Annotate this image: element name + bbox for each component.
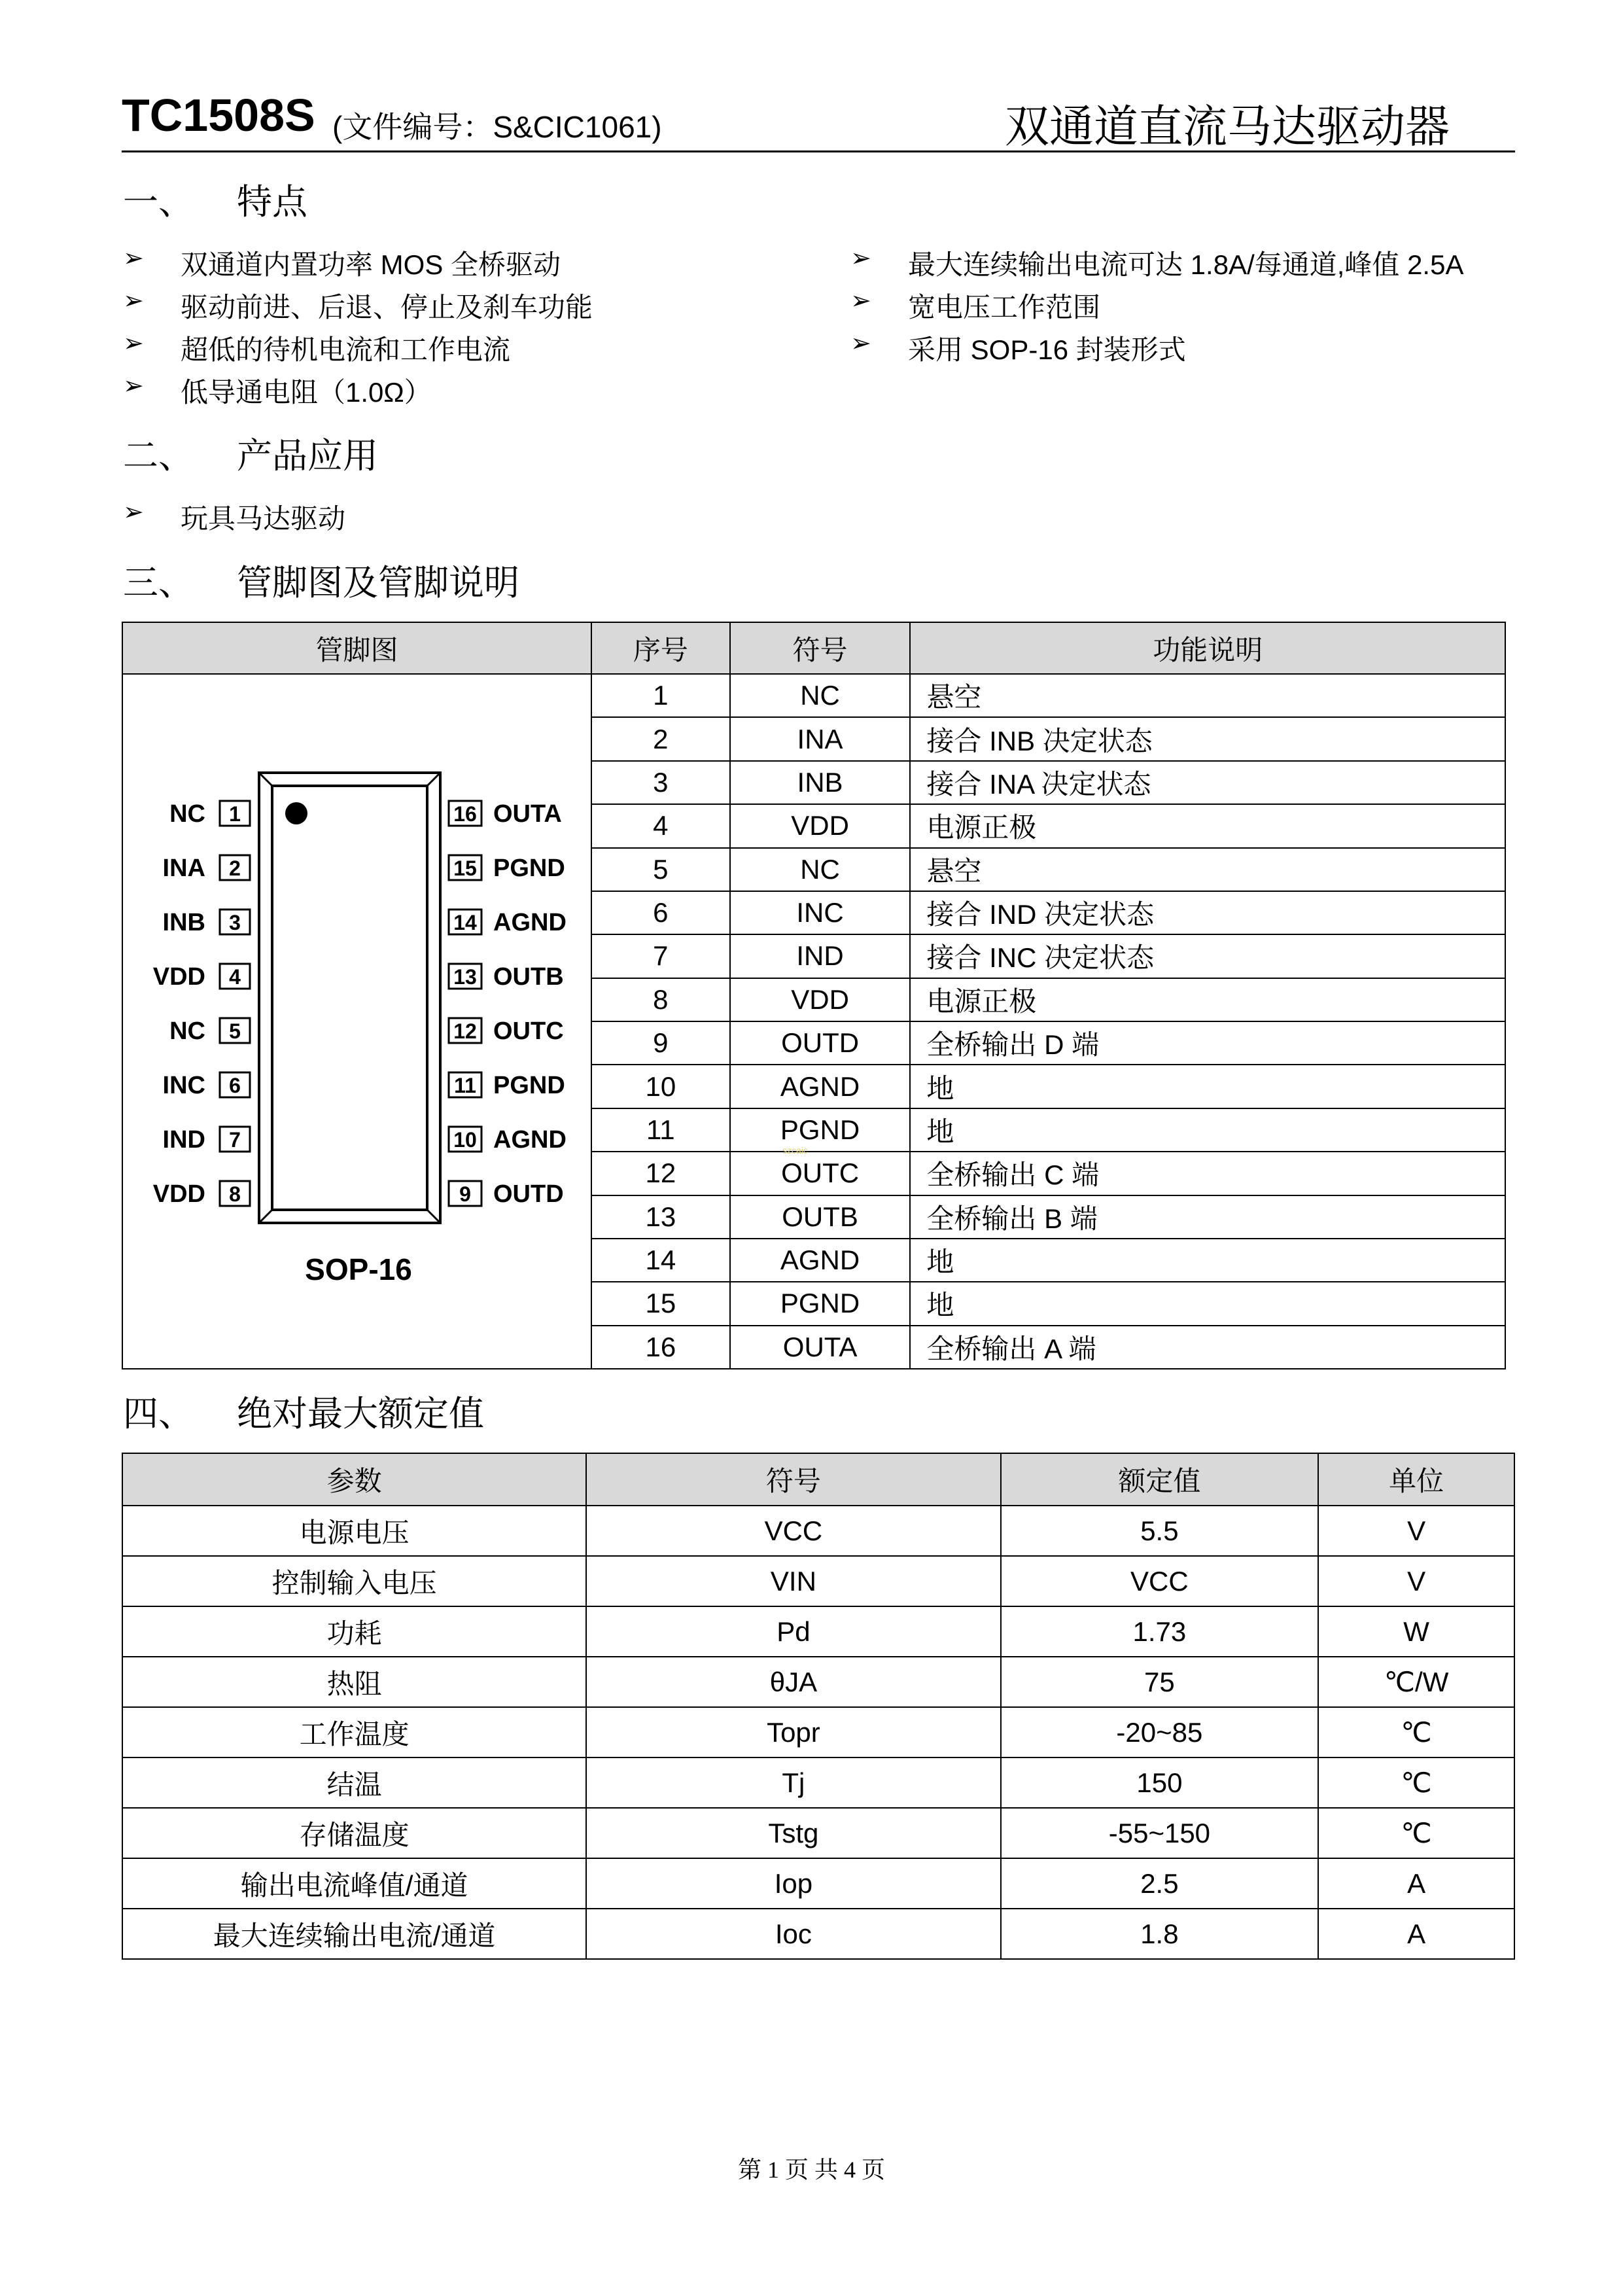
pin-function-cell: 电源正极 [910, 804, 1505, 847]
pin-number-cell: 15 [591, 1282, 730, 1325]
section-title: 管脚图及管脚说明 [237, 563, 519, 603]
rating-symbol-cell: Ioc [586, 1909, 1000, 1959]
pin-number-cell: 1 [591, 674, 730, 717]
page-header [122, 82, 1515, 152]
table-header-row [122, 1453, 1514, 1506]
rating-value-cell: -20~85 [1001, 1707, 1319, 1757]
pin-number-cell: 16 [591, 1326, 730, 1369]
rating-value-cell: 1.8 [1001, 1909, 1319, 1959]
rating-param-cell: 结温 [122, 1757, 586, 1808]
pin-name-label: IND [162, 1126, 205, 1154]
pin-number-label: 13 [453, 965, 477, 989]
rating-symbol-cell: VCC [586, 1506, 1000, 1556]
pin-name-label: AGND [493, 1126, 567, 1154]
document-title: 双通道直流马达驱动器 [1004, 102, 1450, 152]
pin-function-cell: 悬空 [910, 848, 1505, 891]
pin-function-cell: 接合 IND 决定状态 [910, 891, 1505, 934]
pin-symbol-cell: INC [730, 891, 911, 934]
arrow-bullet-icon: ➢ [850, 245, 871, 272]
arrow-bullet-icon: ➢ [123, 287, 144, 315]
table-row [122, 1909, 1514, 1959]
pin-number-cell: 9 [591, 1021, 730, 1065]
pin-number-cell: 10 [591, 1065, 730, 1108]
doc-number: (文件编号：S&CIC1061) [332, 110, 662, 144]
arrow-bullet-icon: ➢ [123, 330, 144, 357]
rating-value-cell: 1.73 [1001, 1606, 1319, 1657]
page-footer: 第 1 页 共 4 页 [737, 2157, 885, 2183]
pin-function-cell: 全桥输出 A 端 [910, 1326, 1505, 1369]
pin-diagram-cell [122, 674, 591, 1369]
rating-unit-cell: A [1318, 1909, 1514, 1959]
pin-number-label: 3 [229, 911, 241, 934]
pin-number-label: 4 [229, 965, 241, 989]
pin-number-cell: 14 [591, 1239, 730, 1282]
table-row [122, 1657, 1514, 1707]
pin-number-label: 1 [229, 802, 241, 826]
pin-number-label: 15 [453, 857, 477, 880]
rating-param-cell: 热阻 [122, 1657, 586, 1707]
pin-function-cell: 地 [910, 1239, 1505, 1282]
pin-number-label: 5 [229, 1019, 241, 1043]
pin-number-cell: 5 [591, 848, 730, 891]
pin-name-label: INA [162, 855, 205, 882]
ic-body-inner [272, 786, 427, 1210]
rating-symbol-cell: Topr [586, 1707, 1000, 1757]
ic-bevel-line [427, 1210, 440, 1223]
pin-number-cell: 3 [591, 761, 730, 804]
pin-table [122, 622, 1506, 1369]
pin-name-label: OUTD [493, 1180, 564, 1208]
pin-symbol-cell: AGND [730, 1065, 911, 1108]
rating-symbol-cell: Tstg [586, 1808, 1000, 1858]
pin-function-cell: 地 [910, 1282, 1505, 1325]
section-title: 产品应用 [237, 436, 378, 476]
ic-pinout-diagram [123, 675, 591, 1368]
ratings-table [122, 1453, 1515, 1960]
column-header: 符号 [586, 1453, 1000, 1506]
rating-value-cell: -55~150 [1001, 1808, 1319, 1858]
pin-function-cell: 接合 INA 决定状态 [910, 761, 1505, 804]
pin-function-cell: 电源正极 [910, 978, 1505, 1021]
pin-number-label: 12 [453, 1019, 477, 1043]
rating-unit-cell: W [1318, 1606, 1514, 1657]
pin-number-cell: 2 [591, 717, 730, 760]
table-row [122, 1506, 1514, 1556]
package-label: SOP-16 [305, 1252, 412, 1286]
pin-symbol-cell: PGND [730, 1282, 911, 1325]
pin-name-label: INC [162, 1072, 205, 1099]
pin-symbol-cell: INB [730, 761, 911, 804]
table-row [122, 1707, 1514, 1757]
column-header: 管脚图 [122, 622, 591, 674]
rating-unit-cell: A [1318, 1858, 1514, 1909]
pin-number-label: 11 [454, 1074, 476, 1097]
pin1-marker-dot [285, 802, 307, 824]
pin-number-label: 14 [453, 911, 477, 934]
rating-unit-cell: ℃ [1318, 1707, 1514, 1757]
rating-param-cell: 工作温度 [122, 1707, 586, 1757]
rating-param-cell: 输出电流峰值/通道 [122, 1858, 586, 1909]
table-row [122, 1757, 1514, 1808]
rating-unit-cell: V [1318, 1506, 1514, 1556]
pin-symbol-cell: OUTA [730, 1326, 911, 1369]
pin-number-cell: 4 [591, 804, 730, 847]
pin-name-label: PGND [493, 1072, 565, 1099]
rating-value-cell: 75 [1001, 1657, 1319, 1707]
pin-number-cell: 13 [591, 1195, 730, 1239]
ic-bevel-line [427, 773, 440, 786]
pin-function-cell: 接合 INB 决定状态 [910, 717, 1505, 760]
section-title: 特点 [237, 183, 307, 222]
table-row [122, 674, 1505, 717]
arrow-bullet-icon: ➢ [850, 330, 871, 357]
section-number: 二、 [123, 436, 194, 476]
pin-number-label: 8 [229, 1182, 241, 1206]
pin-name-label: NC [169, 800, 205, 828]
watermark: szcaic [782, 1145, 808, 1156]
pin-symbol-cell: AGND [730, 1239, 911, 1282]
pin-function-cell: 全桥输出 D 端 [910, 1021, 1505, 1065]
rating-symbol-cell: θJA [586, 1657, 1000, 1707]
pin-number-cell: 7 [591, 934, 730, 978]
pin-name-label: PGND [493, 855, 565, 882]
rating-symbol-cell: Iop [586, 1858, 1000, 1909]
pin-name-label: INB [162, 909, 205, 936]
section-number: 四、 [123, 1394, 194, 1434]
rating-unit-cell: ℃ [1318, 1808, 1514, 1858]
arrow-bullet-icon: ➢ [850, 287, 871, 315]
ic-body-outline [259, 773, 440, 1223]
rating-param-cell: 电源电压 [122, 1506, 586, 1556]
rating-symbol-cell: Pd [586, 1606, 1000, 1657]
section-title: 绝对最大额定值 [237, 1394, 484, 1434]
arrow-bullet-icon: ➢ [123, 499, 144, 526]
pin-function-cell: 接合 INC 决定状态 [910, 934, 1505, 978]
pin-name-label: OUTB [493, 963, 564, 991]
rating-param-cell: 存储温度 [122, 1808, 586, 1858]
pin-number-cell: 11 [591, 1108, 730, 1152]
pin-symbol-cell: PGND [730, 1108, 911, 1152]
pin-number-cell: 12 [591, 1152, 730, 1195]
column-header: 额定值 [1001, 1453, 1319, 1506]
pin-symbol-cell: OUTC [730, 1152, 911, 1195]
pin-function-cell: 悬空 [910, 674, 1505, 717]
rating-value-cell: 150 [1001, 1757, 1319, 1808]
rating-symbol-cell: Tj [586, 1757, 1000, 1808]
pin-number-label: 7 [229, 1128, 241, 1152]
rating-param-cell: 功耗 [122, 1606, 586, 1657]
pin-symbol-cell: INA [730, 717, 911, 760]
pin-name-label: OUTA [493, 800, 562, 828]
ic-bevel-line [259, 1210, 272, 1223]
rating-unit-cell: V [1318, 1556, 1514, 1606]
pin-function-cell: 全桥输出 B 端 [910, 1195, 1505, 1239]
pin-name-label: AGND [493, 909, 567, 936]
pin-number-label: 2 [229, 857, 241, 880]
table-row [122, 1606, 1514, 1657]
pin-name-label: VDD [152, 1180, 205, 1208]
arrow-bullet-icon: ➢ [123, 372, 144, 400]
rating-symbol-cell: VIN [586, 1556, 1000, 1606]
arrow-bullet-icon: ➢ [123, 245, 144, 272]
pin-symbol-cell: NC [730, 848, 911, 891]
pin-number-label: 16 [453, 802, 477, 826]
pin-symbol-cell: IND [730, 934, 911, 978]
rating-param-cell: 最大连续输出电流/通道 [122, 1909, 586, 1959]
pin-number-label: 10 [453, 1128, 477, 1152]
pin-name-label: OUTC [493, 1017, 564, 1045]
pin-function-cell: 地 [910, 1108, 1505, 1152]
column-header: 序号 [591, 622, 730, 674]
pin-name-label: VDD [152, 963, 205, 991]
pin-symbol-cell: NC [730, 674, 911, 717]
pin-number-label: 9 [459, 1182, 471, 1206]
pin-number-cell: 6 [591, 891, 730, 934]
rating-param-cell: 控制输入电压 [122, 1556, 586, 1606]
table-row [122, 1808, 1514, 1858]
table-header-row [122, 622, 1505, 674]
pin-number-label: 6 [229, 1074, 241, 1097]
ic-bevel-line [259, 773, 272, 786]
pin-symbol-cell: OUTB [730, 1195, 911, 1239]
section-number: 三、 [123, 563, 194, 603]
model-number: TC1508S [122, 90, 315, 141]
column-header: 符号 [730, 622, 911, 674]
column-header: 单位 [1318, 1453, 1514, 1506]
pin-symbol-cell: VDD [730, 978, 911, 1021]
pin-symbol-cell: OUTD [730, 1021, 911, 1065]
pin-function-cell: 全桥输出 C 端 [910, 1152, 1505, 1195]
pin-symbol-cell: VDD [730, 804, 911, 847]
rating-unit-cell: ℃/W [1318, 1657, 1514, 1707]
rating-value-cell: 5.5 [1001, 1506, 1319, 1556]
rating-unit-cell: ℃ [1318, 1757, 1514, 1808]
rating-value-cell: 2.5 [1001, 1858, 1319, 1909]
table-row [122, 1858, 1514, 1909]
pin-number-cell: 8 [591, 978, 730, 1021]
column-header: 功能说明 [910, 622, 1505, 674]
table-row [122, 1556, 1514, 1606]
section-number: 一、 [123, 183, 194, 222]
rating-value-cell: VCC [1001, 1556, 1319, 1606]
pin-name-label: NC [169, 1017, 205, 1045]
column-header: 参数 [122, 1453, 586, 1506]
pin-function-cell: 地 [910, 1065, 1505, 1108]
